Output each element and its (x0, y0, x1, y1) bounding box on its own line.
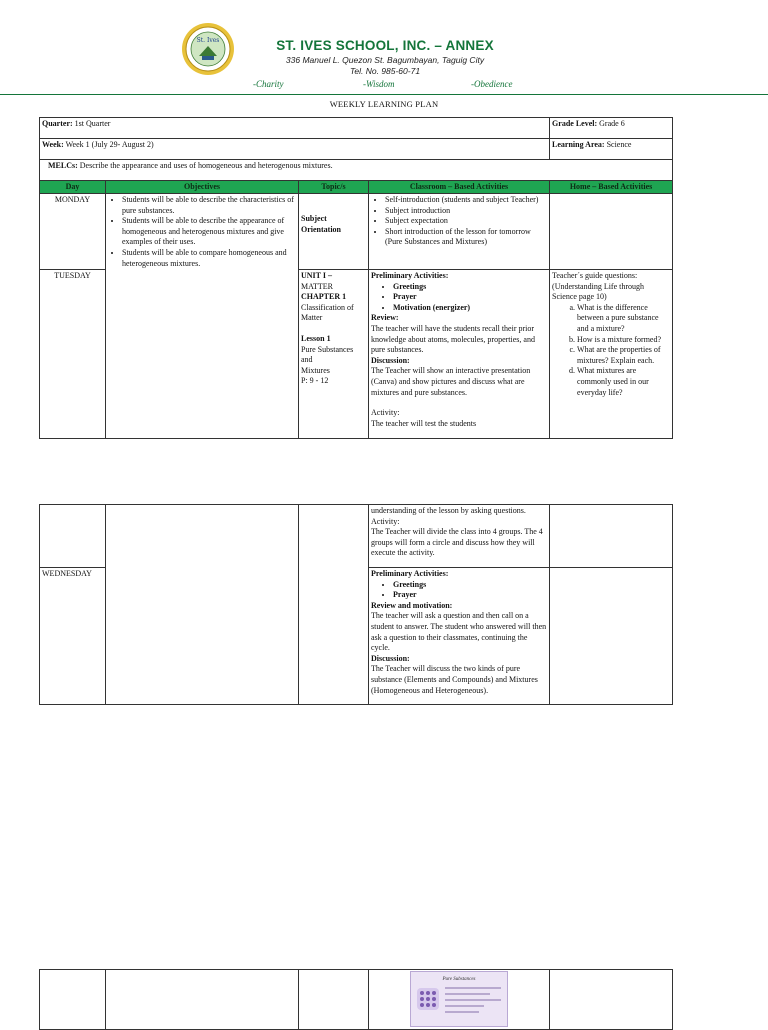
home-monday (550, 194, 673, 270)
week-row (40, 139, 673, 160)
prelim-item: • Prayer (393, 590, 547, 601)
plan-title: WEEKLY LEARNING PLAN (329, 99, 439, 109)
classroom-tuesday (369, 270, 550, 439)
page3-home (550, 970, 673, 1030)
grade-value: Grade 6 (599, 119, 625, 128)
topic-chapter: CHAPTER 1 (301, 292, 347, 302)
cont-home (550, 505, 673, 568)
prelim-item: • Greetings (393, 580, 547, 591)
classroom-monday-list (371, 195, 547, 248)
topic-chapter-name: Classification of Matter (301, 302, 354, 323)
col-objectives: Objectives (106, 181, 299, 194)
quarter-value: 1st Quarter (74, 119, 111, 128)
page3-objectives (106, 970, 299, 1030)
activity-label: Activity: (371, 408, 400, 418)
review-text: The teacher will ask a question and then call on a student to answer. The student who answered will then ask a question to their classmates, continuing the cycle. (371, 611, 547, 653)
monday-row (40, 194, 673, 270)
address-line: 336 Manuel L. Quezon St. Bagumbayan, Taguig City (285, 55, 485, 65)
col-day: Day (40, 181, 106, 194)
day-tuesday: TUESDAY (40, 270, 106, 439)
guide-questions-list (552, 303, 670, 398)
school-address (200, 55, 570, 77)
classroom-item: • Subject expectation (385, 216, 547, 227)
classroom-monday (369, 194, 550, 270)
continuation-table (39, 504, 673, 705)
cont-day (40, 505, 106, 568)
discussion-text: The Teacher will discuss the two kinds of pure substance (Elements and Compounds) and Mixtures (Homogeneous and Heterogeneous). (371, 664, 538, 695)
home-wednesday (550, 568, 673, 705)
home-tuesday (550, 270, 673, 439)
melcs-row (40, 160, 673, 181)
school-name: ST. IVES SCHOOL, INC. – ANNEX (276, 38, 494, 53)
week-cell (40, 139, 550, 160)
value-charity: -Charity (253, 79, 284, 89)
cont-topics (299, 505, 369, 705)
value-obedience: -Obedience (471, 79, 513, 89)
guide-question: c. What are the properties of mixtures? Explain each. (577, 345, 670, 366)
objectives-list (108, 195, 296, 269)
page3-table (39, 969, 673, 1030)
thumbnail-text-lines (445, 987, 501, 1017)
topic-unit-name: MATTER (301, 281, 333, 291)
page3-classroom (369, 970, 550, 1030)
grade-cell (550, 118, 673, 139)
prelim-list (371, 580, 547, 601)
cont-activity-text: The Teacher will divide the class into 4 groups. The 4 groups will form a circle and discuss how they will execute the activity. (371, 527, 543, 558)
quarter-row (40, 118, 673, 139)
prelim-item: • Motivation (energizer) (393, 303, 547, 314)
week-label: Week: (42, 140, 64, 149)
continuation-row (40, 505, 673, 568)
melcs-label: MELCs: (48, 161, 78, 170)
molecule-icon (417, 988, 439, 1010)
col-topics: Topic/s (299, 181, 369, 194)
quarter-label: Quarter: (42, 119, 73, 128)
topic-pages: P: 9 - 12 (301, 376, 329, 386)
objective-item: • Students will be able to describe the characteristics of pure substances. (122, 195, 296, 216)
col-classroom: Classroom – Based Activities (369, 181, 550, 194)
header-divider (0, 94, 768, 95)
learning-plan-table (39, 117, 673, 439)
col-home: Home – Based Activities (550, 181, 673, 194)
melcs-cell (40, 160, 673, 181)
cont-objectives (106, 505, 299, 705)
week-value: Week 1 (July 29- August 2) (65, 140, 154, 149)
guide-question: b. How is a mixture formed? (577, 335, 670, 346)
page3-day (40, 970, 106, 1030)
prelim-item: • Prayer (393, 292, 547, 303)
area-label: Learning Area: (552, 140, 605, 149)
column-header-row (40, 181, 673, 194)
classroom-wednesday (369, 568, 550, 705)
cont-classroom (369, 505, 550, 568)
activity-text: The teacher will test the students (371, 418, 477, 428)
melcs-value: Describe the appearance and uses of homogeneous and heterogenous mixtures. (79, 161, 333, 170)
day-monday: MONDAY (40, 194, 106, 270)
area-value: Science (606, 140, 632, 149)
classroom-item: • Self-introduction (students and subject Teacher) (385, 195, 547, 206)
discussion-label: Discussion: (371, 653, 410, 663)
review-text: The teacher will have the students recall their prior knowledge about atoms, molecules, properties, and pure substances. (371, 323, 535, 355)
topic-unit: UNIT I – (301, 271, 332, 280)
prelim-label: Preliminary Activities: (371, 271, 449, 280)
classroom-item: • Short introduction of the lesson for tomorrow (Pure Substances and Mixtures) (385, 227, 547, 248)
svg-text:St. Ives: St. Ives (196, 37, 220, 44)
discussion-text: The Teacher will show an interactive presentation (Canva) and show pictures and discuss what are mixtures and pure substances. (371, 366, 531, 397)
page3-topics (299, 970, 369, 1030)
home-intro: Teacher´s guide questions: (Understanding Life through Science page 10) (552, 271, 645, 302)
guide-question: a. What is the difference between a pure substance and a mixture? (577, 303, 670, 335)
guide-question: d. What mixtures are commonly used in our everyday life? (577, 366, 670, 398)
objectives-cell (106, 194, 299, 439)
cont-activity-label: Activity: (371, 516, 400, 526)
topic-lesson-name: and (301, 355, 313, 365)
cont-text: understanding of the lesson by asking questions. (371, 506, 526, 515)
telephone-line: Tel. No. 985-60-71 (349, 66, 421, 76)
discussion-label: Discussion: (371, 355, 410, 365)
review-label: Review and motivation: (371, 600, 453, 610)
prelim-label: Preliminary Activities: (371, 569, 449, 578)
day-wednesday: WEDNESDAY (40, 568, 106, 705)
topic-lesson: Lesson 1 (301, 333, 331, 343)
grade-label: Grade Level: (552, 119, 598, 128)
topic-orientation: Subject Orientation (301, 214, 341, 234)
page3-row (40, 970, 673, 1030)
objective-item: • Students will be able to compare homogeneous and heterogeneous mixtures. (122, 248, 296, 269)
topic-monday (299, 194, 369, 270)
topic-tuesday (299, 270, 369, 439)
quarter-cell (40, 118, 550, 139)
objective-item: • Students will be able to describe the appearance of homogeneous and heterogenous mixtures and give examples of their uses. (122, 216, 296, 248)
value-wisdom: -Wisdom (363, 79, 395, 89)
topic-lesson-name: Pure Substances (301, 344, 354, 354)
thumbnail-title: Pure Substances (442, 977, 476, 982)
review-label: Review: (371, 313, 399, 323)
area-cell (550, 139, 673, 160)
prelim-item: • Greetings (393, 282, 547, 293)
prelim-list (371, 282, 547, 314)
topic-lesson-name: Mixtures (301, 365, 330, 375)
classroom-item: • Subject introduction (385, 206, 547, 217)
pure-substances-thumbnail (410, 971, 508, 1027)
